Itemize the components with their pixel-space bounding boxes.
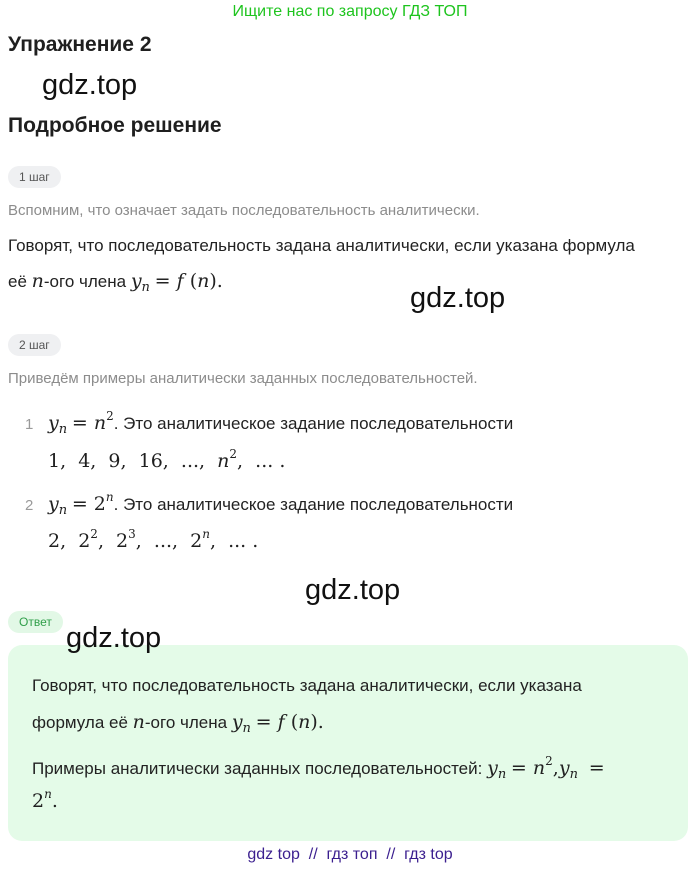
step1-text-line1: Говорят, что последовательность задана аналитически, если указана формула bbox=[8, 236, 635, 255]
list-item-desc: $y_n = n^2$. Это аналитическое задание последовательности bbox=[48, 409, 514, 437]
footer-links: gdz top // гдз топ // гдз top bbox=[247, 846, 453, 863]
search-banner: Ищите нас по запросу ГДЗ ТОП bbox=[232, 3, 468, 20]
watermark: gdz.top bbox=[42, 69, 138, 101]
list-item-desc: $y_n = 2^n$. Это аналитическое задание последовательности bbox=[48, 490, 514, 518]
list-item-number: 1 bbox=[25, 416, 34, 433]
step2-badge bbox=[8, 334, 61, 356]
answer-line2: формула её n-ого члена $y_n = f$ (n). bbox=[32, 711, 324, 736]
answer-badge bbox=[8, 611, 63, 633]
step1-text-line2: её n-ого члена $y_n = f$ (n). bbox=[8, 270, 223, 295]
answer-line1: Говорят, что последовательность задана аналитически, если указана bbox=[32, 676, 582, 695]
list-item-sequence: 2, $2^2$, $2^3$, ..., 2$^n$, ... . bbox=[48, 527, 259, 552]
watermark: gdz.top bbox=[305, 574, 401, 606]
solution-heading: Подробное решение bbox=[8, 114, 222, 137]
step2-hint: Приведём примеры аналитически заданных последовательностей. bbox=[8, 370, 478, 387]
answer-line3: Примеры аналитически заданных последовательностей: $y_n = n^2,y_n$ = bbox=[32, 754, 605, 782]
list-item-number: 2 bbox=[25, 497, 34, 514]
answer-line4: 2$^n$. bbox=[32, 787, 58, 812]
watermark: gdz.top bbox=[410, 282, 506, 314]
step1-hint: Вспомним, что означает задать последовательность аналитически. bbox=[8, 202, 480, 219]
list-item-sequence: 1, 4, 9, 16, ..., $n^2$, ... . bbox=[48, 447, 286, 472]
step1-badge bbox=[8, 166, 61, 188]
answer-label: Ответ bbox=[8, 611, 63, 633]
step2-label: 2 шаг bbox=[8, 334, 61, 356]
step1-label: 1 шаг bbox=[8, 166, 61, 188]
exercise-title: Упражнение 2 bbox=[8, 33, 152, 56]
answer-box bbox=[8, 645, 688, 841]
watermark: gdz.top bbox=[66, 622, 162, 654]
